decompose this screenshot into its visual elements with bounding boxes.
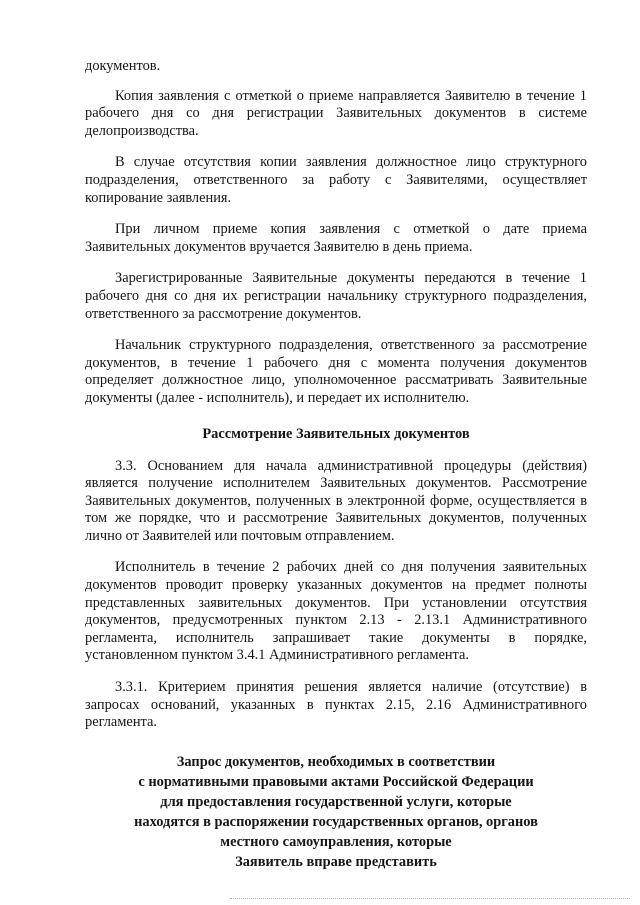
document-page [85,58,587,872]
final-heading-line: Заявитель вправе представить [235,853,437,870]
paragraph-head-of-unit: Начальник структурного подразделения, ответственного за рассмотрение документов, в течение 1 рабочего дня с момента получения документов определяет должностное лицо, уполномоченное рассматривать Заявительные документы (далее - исполнитель), и передает их исполнителю. [85,337,587,406]
paragraph-personal-reception: При личном приеме копия заявления с отметкой о дате приема Заявительных документов вручается Заявителю в день приема. [85,221,587,255]
paragraph-copy-absent: В случае отсутствия копии заявления должностное лицо структурного подразделения, ответственного за работу с Заявителями, осуществляет копирование заявления. [85,154,587,206]
paragraph-executor-check: Исполнитель в течение 2 рабочих дней со дня получения заявительных документов проводит проверку указанных документов на предмет полноты представленных заявительных документов. При установлении отсутствия документов, предусмотренных пунктом 2.13 - 2.13.1 Административного регламента, исполнитель запрашивает такие документы в порядке, установленном пунктом 3.4.1 Административного регламента. [85,559,587,664]
final-heading-line: для предоставления государственной услуги, которые [160,793,512,810]
section-heading: Рассмотрение Заявительных документов [202,425,470,442]
paragraph-continuation: документов. [85,58,161,74]
paragraph-3-3: 3.3. Основанием для начала административной процедуры (действия) является получение исполнителем Заявительных документов. Рассмотрение Заявительных документов, полученных в электронной форме, осуществляется в том же порядке, что и рассмотрение Заявительных документов, полученных лично от Заявителей или почтовым отправлением. [85,457,587,544]
paragraph-3-3-1: 3.3.1. Критерием принятия решения является наличие (отсутствие) в запросах оснований, указанных в пунктах 2.15, 2.16 Административного регламента. [85,679,587,731]
final-heading [85,752,587,872]
paragraph-copy-sent: Копия заявления с отметкой о приеме направляется Заявителю в течение 1 рабочего дня со дня регистрации Заявительных документов в системе делопроизводства. [85,87,587,139]
final-heading-line: находятся в распоряжении государственных органов, органов [134,813,538,830]
final-heading-line: с нормативными правовыми актами Российской Федерации [138,773,534,790]
paragraph-registered-documents: Зарегистрированные Заявительные документы передаются в течение 1 рабочего дня со дня их регистрации начальнику структурного подразделения, ответственного за рассмотрение документов. [85,270,587,322]
final-heading-line: Запрос документов, необходимых в соответствии [176,753,496,770]
scan-edge-line [230,898,630,899]
final-heading-line: местного самоуправления, которые [220,833,452,850]
